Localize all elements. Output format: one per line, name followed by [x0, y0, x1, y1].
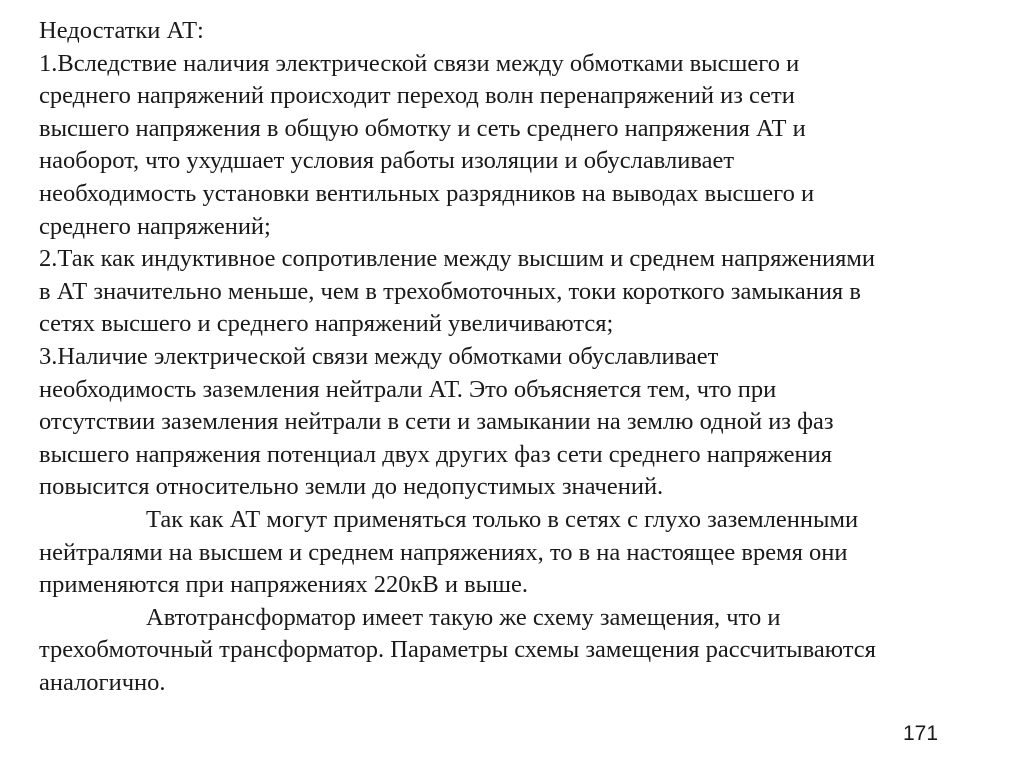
text-line: среднего напряжений происходит переход волн перенапряжений из сети: [39, 82, 795, 110]
text-line: среднего напряжений;: [39, 212, 271, 240]
text-line: 2.Так как индуктивное сопротивление между высшим и среднем напряжениями: [39, 245, 875, 273]
text-line: сетях высшего и среднего напряжений увеличиваются;: [39, 310, 614, 338]
text-line: отсутствии заземления нейтрали в сети и замыкании на землю одной из фаз: [39, 408, 834, 436]
text-line: повысится относительно земли до недопустимых значений.: [39, 473, 664, 501]
text-line-heading: Недостатки АТ:: [39, 17, 204, 44]
text-line: применяются при напряжениях 220кВ и выше.: [39, 571, 528, 599]
page-number: 171: [903, 722, 939, 745]
text-line: нейтралями на высшем и среднем напряжениях, то в на настоящее время они: [39, 538, 848, 566]
text-line: высшего напряжения в общую обмотку и сеть среднего напряжения АТ и: [39, 114, 806, 142]
text-line: наоборот, что ухудшает условия работы изоляции и обуславливает: [39, 147, 735, 175]
text-line: 3.Наличие электрической связи между обмотками обуславливает: [39, 342, 719, 370]
text-line: высшего напряжения потенциал двух других фаз сети среднего напряжения: [39, 440, 832, 468]
slide-body-text: [39, 15, 1024, 699]
text-line: в АТ значительно меньше, чем в трехобмоточных, токи короткого замыкания в: [39, 277, 861, 305]
text-line: необходимость установки вентильных разрядников на выводах высшего и: [39, 179, 815, 207]
text-line: необходимость заземления нейтрали АТ. Это объясняется тем, что при: [39, 375, 777, 403]
text-line-indented: Автотрансформатор имеет такую же схему замещения, что и: [146, 603, 781, 631]
text-line: 1.Вследствие наличия электрической связи между обмотками высшего и: [39, 49, 800, 77]
text-line: аналогично.: [39, 668, 166, 696]
text-line: трехобмоточный трансформатор. Параметры схемы замещения рассчитываются: [39, 636, 876, 664]
text-line-indented: Так как АТ могут применяться только в сетях с глухо заземленными: [146, 505, 859, 533]
